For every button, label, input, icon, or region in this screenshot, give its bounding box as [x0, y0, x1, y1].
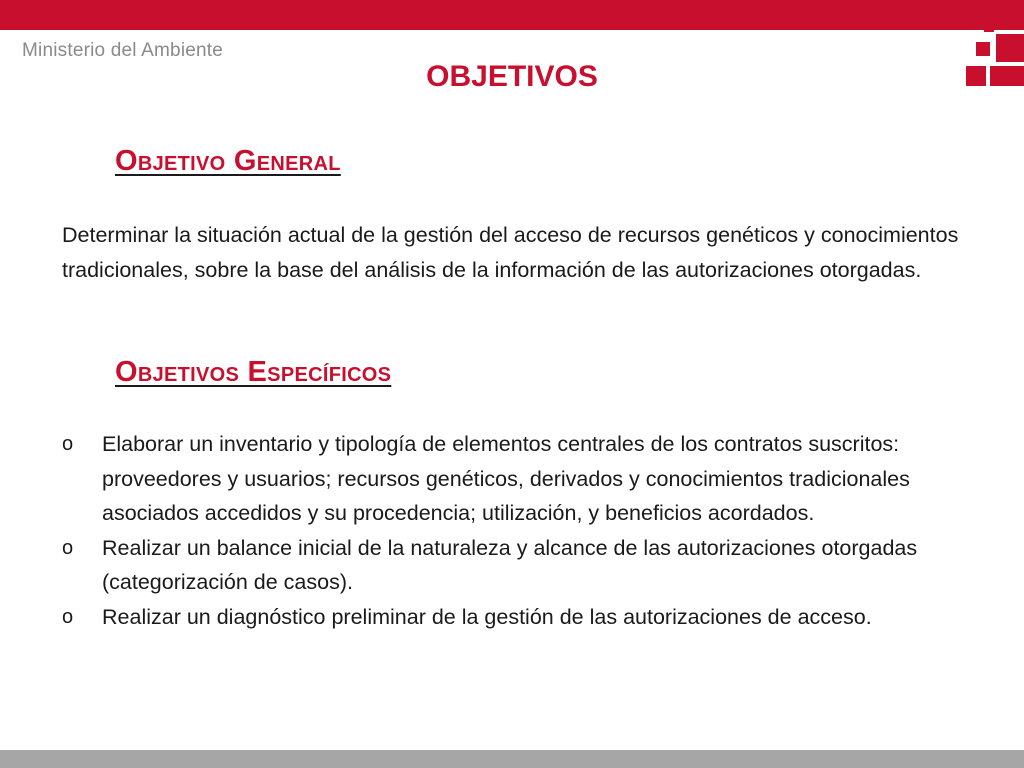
bullet-marker: o [62, 433, 74, 455]
bullet-marker: o [62, 536, 74, 559]
bullet-marker: o [62, 605, 74, 628]
specific-objectives-heading: Objetivos Específicos [115, 356, 392, 388]
list-item-text: Realizar un balance inicial de la naturaleza y alcance de las autorizaciones otorgadas (categorización de casos). [102, 535, 918, 594]
list-item [62, 427, 962, 531]
bottom-bar [0, 750, 1024, 768]
list-item-text: Realizar un diagnóstico preliminar de la gestión de las autorizaciones de acceso. [102, 604, 872, 629]
list-item [62, 600, 962, 635]
ministry-label: Ministerio del Ambiente [22, 40, 224, 61]
specific-objectives-list [62, 427, 962, 634]
top-brand-bar [0, 0, 1024, 30]
list-item-text: Elaborar un inventario y tipología de elementos centrales de los contratos suscritos: proveedores y usuarios; recursos genéticos, derivados y conocimientos tradicionales asociados accedidos y su procedencia; utilización, y beneficios acordados. [102, 432, 910, 525]
general-objective-text: Determinar la situación actual de la gestión del acceso de recursos genéticos y conocimientos tradicionales, sobre la base del análisis de la información de las autorizaciones otorgadas. [62, 223, 959, 282]
list-item [62, 531, 962, 600]
general-objective-heading: Objetivo General [115, 145, 341, 177]
slide-title: OBJETIVOS [426, 60, 598, 93]
